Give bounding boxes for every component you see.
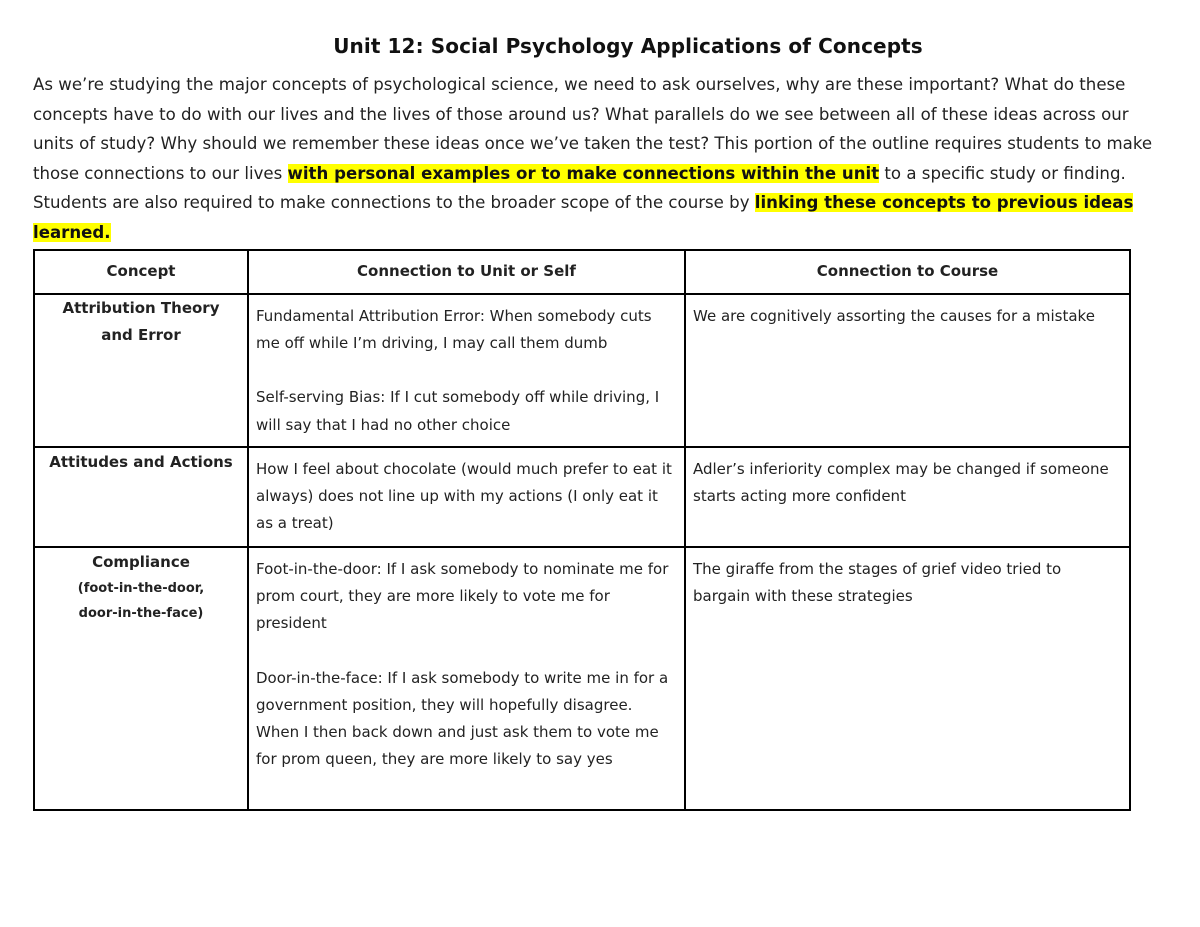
unit-self-text: Fundamental Attribution Error: When somebody cuts me off while I’m driving, I may call them dumb	[256, 307, 652, 353]
intro-highlight-2: linking these concepts to previous ideas learned.	[33, 193, 1134, 242]
table-row	[34, 547, 1130, 810]
unit-self-cell	[248, 294, 685, 447]
course-cell	[685, 294, 1130, 447]
course-cell	[685, 447, 1130, 547]
concept-label: Attitudes and Actions	[49, 453, 233, 471]
course-text: The giraffe from the stages of grief video tried to bargain with these strategies	[693, 560, 1062, 606]
unit-self-cell	[248, 547, 685, 810]
document-title: Unit 12: Social Psychology Applications of Concepts	[333, 34, 923, 58]
header-concept: Concept	[34, 250, 248, 294]
header-connection-unit-self: Connection to Unit or Self	[248, 250, 685, 294]
concept-cell	[34, 447, 248, 547]
intro-paragraph	[33, 70, 1158, 248]
concept-label: Compliance	[92, 553, 190, 571]
intro-text-2: to a specific study or finding. Students are also required to make connections to the broader scope of the course by	[33, 163, 1126, 213]
concept-label: Attribution Theory and Error	[62, 299, 220, 345]
unit-self-text: Self-serving Bias: If I cut somebody off while driving, I will say that I had no other choice	[256, 388, 660, 434]
unit-self-text: How I feel about chocolate (would much prefer to eat it always) does not line up with my actions (I only eat it as a treat)	[256, 460, 672, 533]
concept-cell	[34, 547, 248, 810]
concept-cell	[34, 294, 248, 447]
course-text: We are cognitively assorting the causes for a mistake	[693, 307, 1095, 325]
unit-self-cell	[248, 447, 685, 547]
concept-sublabel: (foot-in-the-door,	[77, 581, 205, 597]
header-connection-course: Connection to Course	[685, 250, 1130, 294]
course-text: Adler’s inferiority complex may be changed if someone starts acting more confident	[693, 460, 1109, 506]
course-cell	[685, 547, 1130, 810]
unit-self-text: Door-in-the-face: If I ask somebody to write me in for a government position, they will hopefully disagree. When I then back down and just ask them to vote me for prom queen, they are more likely to say yes	[256, 668, 669, 769]
table-row	[34, 294, 1130, 447]
intro-text-1: As we’re studying the major concepts of psychological science, we need to ask ourselves, why are these important? What do these concepts have to do with our lives and the lives of those around us? What parallels do we see between all of these ideas across our units of study? Why should we remember these ideas once we’ve taken the test? This portion of the outline requires students to make those connections to our lives	[33, 75, 1153, 183]
concepts-table	[33, 249, 1131, 811]
intro-highlight-1: with personal examples or to make connections within the unit	[287, 163, 880, 183]
table-header-row	[34, 250, 1130, 294]
table-row	[34, 447, 1130, 547]
concept-sublabel: door-in-the-face)	[78, 606, 204, 622]
unit-self-text: Foot-in-the-door: If I ask somebody to nominate me for prom court, they are more likely to vote me for president	[256, 560, 669, 633]
